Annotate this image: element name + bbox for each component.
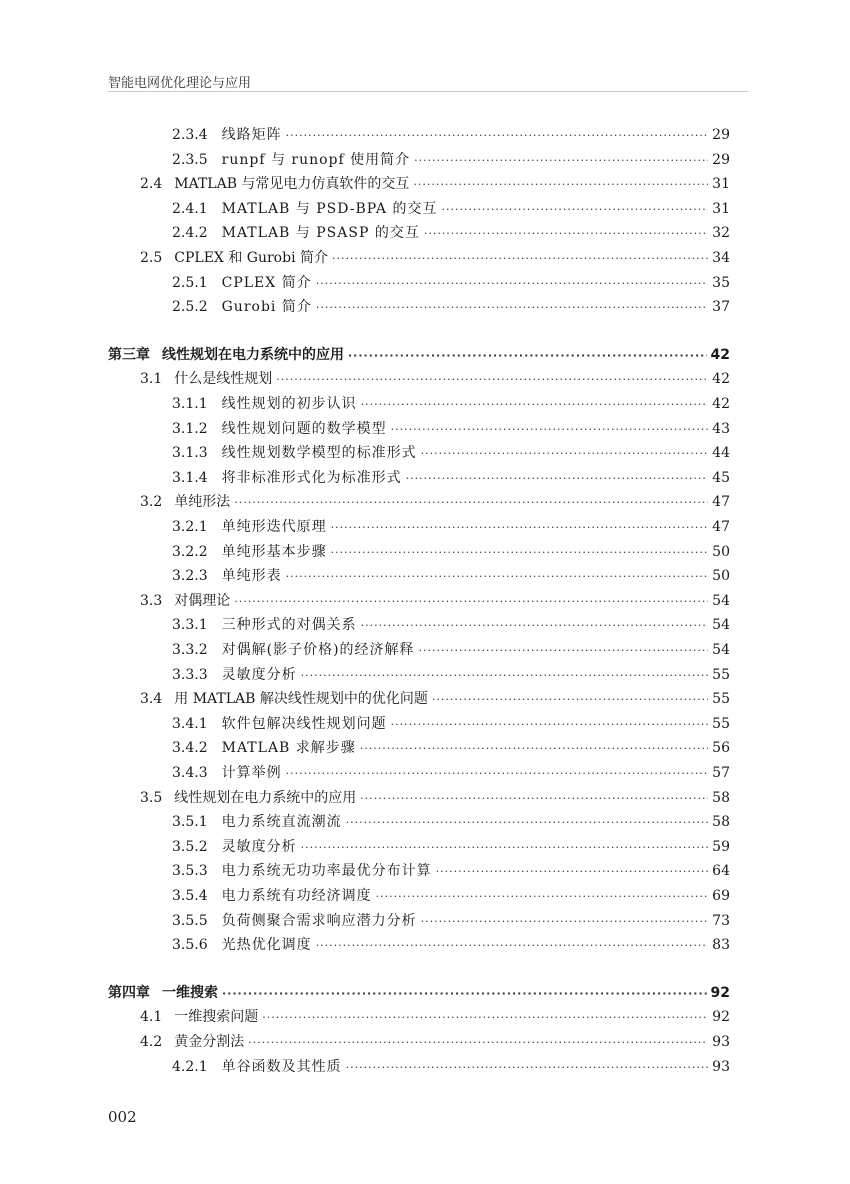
toc-subsection-entry[interactable] <box>172 934 730 954</box>
toc-subsection-entry[interactable] <box>172 198 730 218</box>
toc-dot-leader <box>286 570 708 583</box>
toc-entry-title: 电力系统有功经济调度 <box>221 888 372 904</box>
toc-entry-number: 3.4.3 <box>172 765 208 781</box>
toc-entry-page: 44 <box>712 445 730 462</box>
toc-entry-page: 29 <box>712 151 730 168</box>
toc-subsection-entry[interactable] <box>172 149 730 169</box>
toc-entry-number: 3.3.3 <box>172 666 208 683</box>
toc-entry-page: 31 <box>712 200 730 217</box>
toc-subsection-entry[interactable] <box>172 442 730 462</box>
toc-entry-title: MATLAB 与 PSD-BPA 的交互 <box>221 200 438 217</box>
toc-entry-page: 58 <box>712 814 730 831</box>
toc-dot-leader <box>286 129 708 142</box>
toc-subsection-entry[interactable] <box>172 541 730 561</box>
toc-subsection-entry[interactable] <box>172 222 730 242</box>
toc-subsection-entry[interactable] <box>172 393 730 413</box>
toc-dot-leader <box>360 742 708 755</box>
toc-entry-number: 3.4.1 <box>172 715 208 732</box>
running-header: 智能电网优化理论与应用 <box>108 76 252 91</box>
toc-chapter-entry[interactable] <box>108 982 730 1002</box>
toc-section-entry[interactable] <box>140 368 730 388</box>
toc-entry-page: 45 <box>712 469 730 486</box>
toc-entry-title: 对偶解(影子价格)的经济解释 <box>221 642 415 658</box>
toc-entry-number: 2.4.1 <box>172 200 208 217</box>
toc-entry-page: 55 <box>712 666 730 683</box>
toc-entry-page: 50 <box>712 568 730 585</box>
toc-entry-page: 64 <box>712 863 730 880</box>
toc-entry-title: 灵敏度分析 <box>221 838 297 855</box>
toc-entry-title: 三种形式的对偶关系 <box>221 617 357 634</box>
toc-entry-page: 55 <box>712 715 730 732</box>
toc-dot-leader <box>262 1011 708 1024</box>
toc-entry-page: 54 <box>712 617 730 634</box>
toc-entry-title: 黄金分割法 <box>174 1034 245 1050</box>
toc-entry-number: 第四章 <box>108 984 150 1001</box>
toc-dot-leader <box>248 1036 708 1049</box>
toc-entry-page: 57 <box>712 765 730 781</box>
toc-entry-number: 3.4 <box>140 691 163 708</box>
toc-dot-leader <box>316 277 708 290</box>
toc-dot-leader <box>419 644 708 657</box>
toc-entry-title: 对偶理论 <box>174 592 231 609</box>
toc-entry-title: MATLAB 求解步骤 <box>221 740 356 757</box>
toc-subsection-entry[interactable] <box>172 910 730 930</box>
toc-entry-title: CPLEX 和 Gurobi 简介 <box>174 250 328 266</box>
toc-entry-title: 单纯形基本步骤 <box>221 543 327 560</box>
toc-dot-leader <box>421 447 708 460</box>
toc-section-entry[interactable] <box>140 1031 730 1051</box>
toc-entry-page: 47 <box>712 519 730 535</box>
toc-entry-number: 3.1.1 <box>172 396 208 412</box>
toc-dot-leader <box>348 349 707 362</box>
toc-dot-leader <box>361 619 708 632</box>
toc-entry-title: 电力系统直流潮流 <box>221 814 342 831</box>
toc-entry-title: 线性规划数学模型的标准形式 <box>221 445 417 462</box>
toc-entry-title: MATLAB 与常见电力仿真软件的交互 <box>174 176 410 193</box>
toc-entry-title: 线性规划在电力系统中的应用 <box>162 346 344 363</box>
toc-subsection-entry[interactable] <box>172 516 730 536</box>
toc-subsection-entry[interactable] <box>172 467 730 487</box>
toc-subsection-entry[interactable] <box>172 811 730 831</box>
toc-entry-page: 58 <box>712 789 730 806</box>
toc-subsection-entry[interactable] <box>172 418 730 438</box>
toc-entry-number: 3.4.2 <box>172 740 208 757</box>
toc-entry-page: 32 <box>712 225 730 242</box>
toc-dot-leader <box>391 718 708 731</box>
toc-entry-page: 93 <box>712 1058 730 1075</box>
toc-entry-number: 2.3.4 <box>172 127 208 143</box>
toc-entry-title: 一维搜索问题 <box>174 1009 259 1026</box>
toc-section-entry[interactable] <box>140 1006 730 1026</box>
toc-entry-page: 59 <box>712 838 730 855</box>
toc-entry-number: 2.5.2 <box>172 299 208 316</box>
toc-entry-title: 单纯形表 <box>221 568 282 585</box>
toc-entry-number: 3.2.1 <box>172 519 208 535</box>
toc-entry-number: 3.1.4 <box>172 469 208 486</box>
toc-dot-leader <box>432 693 708 706</box>
toc-subsection-entry[interactable] <box>172 713 730 733</box>
toc-subsection-entry[interactable] <box>172 762 730 782</box>
toc-entry-page: 42 <box>712 371 730 388</box>
toc-entry-page: 31 <box>712 176 730 193</box>
toc-entry-number: 3.5.2 <box>172 838 208 855</box>
toc-entry-page: 83 <box>712 937 730 954</box>
toc-entry-number: 2.3.5 <box>172 151 208 168</box>
toc-subsection-entry[interactable] <box>172 885 730 905</box>
toc-entry-title: Gurobi 简介 <box>221 299 312 316</box>
toc-dot-leader <box>316 939 708 952</box>
toc-entry-title: CPLEX 简介 <box>221 274 312 291</box>
toc-entry-number: 4.2 <box>140 1034 163 1050</box>
toc-entry-number: 3.5.1 <box>172 814 208 831</box>
toc-entry-title: 单纯形法 <box>174 494 231 511</box>
toc-section-entry[interactable] <box>140 787 730 807</box>
toc-entry-title: 用 MATLAB 解决线性规划中的优化问题 <box>174 691 428 708</box>
toc-dot-leader <box>316 301 708 314</box>
toc-entry-number: 3.2.3 <box>172 568 208 585</box>
toc-dot-leader <box>360 792 708 805</box>
toc-dot-leader <box>414 154 708 167</box>
toc-dot-leader <box>222 987 707 1000</box>
toc-dot-leader <box>331 546 708 559</box>
toc-entry-page: 93 <box>712 1034 730 1050</box>
toc-dot-leader <box>301 841 708 854</box>
toc-entry-number: 3.5.6 <box>172 937 208 954</box>
toc-subsection-entry[interactable] <box>172 272 730 292</box>
toc-entry-number: 3.3 <box>140 592 163 609</box>
toc-entry-number: 3.5.5 <box>172 912 208 929</box>
toc-subsection-entry[interactable] <box>172 836 730 856</box>
toc-dot-leader <box>441 203 708 216</box>
toc-subsection-entry[interactable] <box>172 296 730 316</box>
toc-entry-title: 灵敏度分析 <box>221 666 297 683</box>
toc-subsection-entry[interactable] <box>172 860 730 880</box>
toc-dot-leader <box>424 227 708 240</box>
toc-dot-leader <box>391 423 708 436</box>
toc-entry-title: 一维搜索 <box>162 984 218 1001</box>
toc-entry-page: 92 <box>712 1009 730 1026</box>
toc-entry-title: 软件包解决线性规划问题 <box>221 715 387 732</box>
toc-entry-title: 电力系统无功功率最优分布计算 <box>221 863 432 880</box>
toc-entry-page: 43 <box>712 420 730 437</box>
toc-entry-page: 56 <box>712 740 730 757</box>
toc-dot-leader <box>406 472 708 485</box>
toc-dot-leader <box>301 669 708 682</box>
toc-entry-page: 37 <box>712 299 730 316</box>
toc-section-entry[interactable] <box>140 590 730 610</box>
toc-entry-number: 3.5.3 <box>172 863 208 880</box>
toc-entry-page: 54 <box>712 592 730 609</box>
toc-subsection-entry[interactable] <box>172 1056 730 1076</box>
toc-entry-number: 3.3.1 <box>172 617 208 634</box>
toc-entry-title: 将非标准形式化为标准形式 <box>221 469 402 486</box>
toc-dot-leader <box>421 915 708 928</box>
toc-entry-number: 3.1 <box>140 371 163 388</box>
toc-entry-number: 2.4 <box>140 176 163 193</box>
toc-entry-title: 单谷函数及其性质 <box>221 1058 342 1075</box>
toc-dot-leader <box>234 496 708 509</box>
toc-subsection-entry[interactable] <box>172 639 730 659</box>
toc-dot-leader <box>286 767 708 780</box>
toc-entry-title: 线性规划的初步认识 <box>221 396 357 412</box>
toc-chapter-entry[interactable] <box>108 344 730 364</box>
toc-entry-title: 什么是线性规划 <box>174 371 273 388</box>
toc-entry-page: 35 <box>712 274 730 291</box>
toc-entry-page: 50 <box>712 543 730 560</box>
toc-subsection-entry[interactable] <box>172 124 730 144</box>
toc-subsection-entry[interactable] <box>172 565 730 585</box>
toc-section-entry[interactable] <box>140 491 730 511</box>
toc-subsection-entry[interactable] <box>172 614 730 634</box>
toc-subsection-entry[interactable] <box>172 737 730 757</box>
toc-entry-title: 线性规划在电力系统中的应用 <box>174 789 357 806</box>
toc-entry-title: 负荷侧聚合需求响应潜力分析 <box>221 912 417 929</box>
toc-entry-page: 92 <box>710 984 730 1001</box>
toc-dot-leader <box>331 521 708 534</box>
toc-entry-page: 42 <box>710 346 730 363</box>
toc-entry-page: 73 <box>712 912 730 929</box>
toc-dot-leader <box>413 178 708 191</box>
toc-subsection-entry[interactable] <box>172 664 730 684</box>
toc-entry-page: 54 <box>712 642 730 658</box>
toc-entry-number: 3.1.2 <box>172 420 208 437</box>
toc-dot-leader <box>436 865 708 878</box>
toc-entry-title: 线性规划问题的数学模型 <box>221 420 387 437</box>
toc-dot-leader <box>346 816 708 829</box>
toc-entry-title: 单纯形迭代原理 <box>221 519 327 535</box>
toc-entry-number: 3.3.2 <box>172 642 208 658</box>
toc-entry-number: 第三章 <box>108 346 150 363</box>
page-number: 002 <box>108 1108 137 1126</box>
toc-entry-title: runpf 与 runopf 使用简介 <box>221 151 411 168</box>
toc-entry-number: 4.1 <box>140 1009 163 1026</box>
toc-entry-title: 计算举例 <box>221 765 282 781</box>
toc-section-entry[interactable] <box>140 688 730 708</box>
toc-entry-number: 3.5 <box>140 789 163 806</box>
toc-entry-number: 3.2.2 <box>172 543 208 560</box>
toc-dot-leader <box>276 373 708 386</box>
toc-section-entry[interactable] <box>140 247 730 267</box>
toc-entry-title: 线路矩阵 <box>221 127 282 143</box>
toc-entry-number: 3.2 <box>140 494 163 511</box>
toc-entry-page: 47 <box>712 494 730 511</box>
toc-dot-leader <box>376 890 708 903</box>
toc-entry-page: 34 <box>712 250 730 266</box>
toc-dot-leader <box>361 398 708 411</box>
header-divider <box>108 91 748 92</box>
toc-entry-page: 55 <box>712 691 730 708</box>
toc-entry-page: 29 <box>712 127 730 143</box>
toc-entry-number: 3.1.3 <box>172 445 208 462</box>
toc-entry-page: 42 <box>712 396 730 412</box>
toc-entry-title: MATLAB 与 PSASP 的交互 <box>221 225 420 242</box>
toc-entry-title: 光热优化调度 <box>221 937 312 954</box>
toc-entry-number: 3.5.4 <box>172 888 208 904</box>
toc-section-entry[interactable] <box>140 173 730 193</box>
toc-entry-page: 69 <box>712 888 730 904</box>
toc-entry-number: 4.2.1 <box>172 1058 208 1075</box>
toc-entry-number: 2.5.1 <box>172 274 208 291</box>
toc-dot-leader <box>332 252 708 265</box>
toc-entry-number: 2.4.2 <box>172 225 208 242</box>
toc-dot-leader <box>234 595 708 608</box>
toc-dot-leader <box>346 1061 708 1074</box>
toc-entry-number: 2.5 <box>140 250 163 266</box>
